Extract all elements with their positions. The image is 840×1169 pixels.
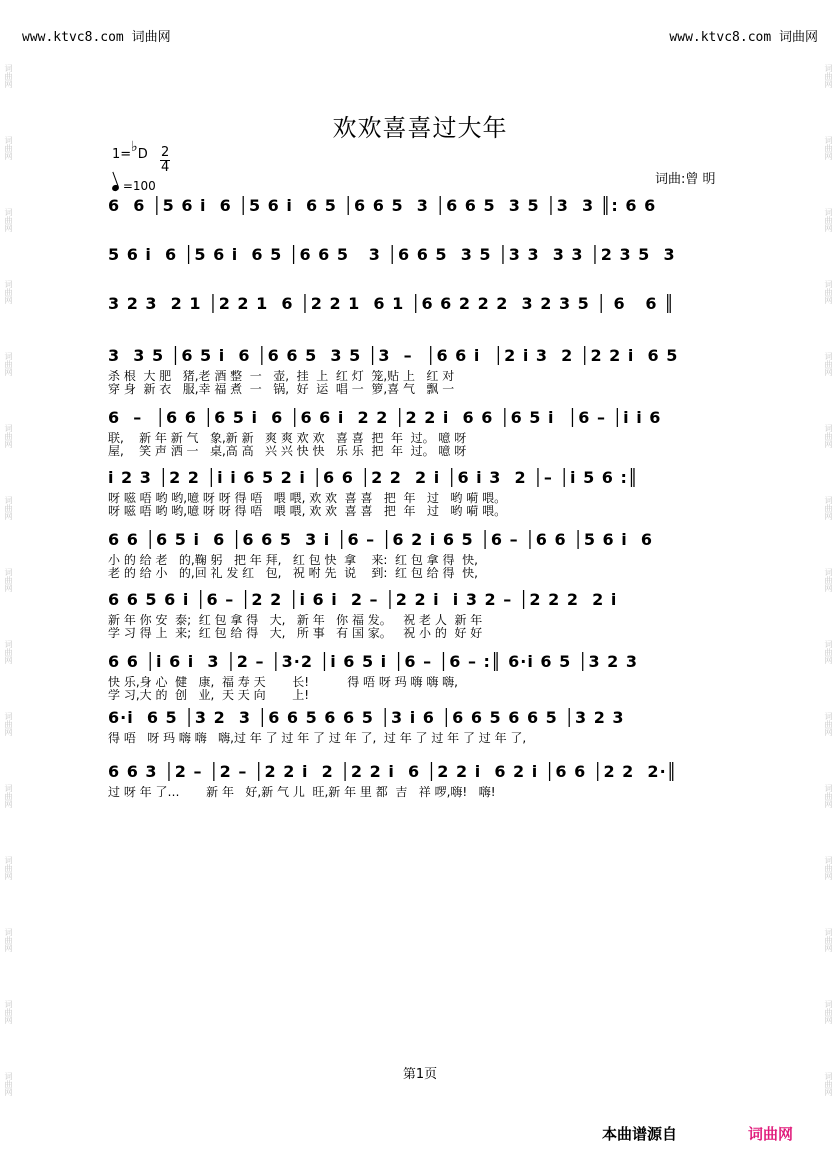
- watermark-text: 词曲网: [824, 856, 833, 880]
- lyric-row: 新 年 你 安 泰; 红 包 拿 得 大, 新 年 你 福 发。 祝 老 人 新 年: [108, 614, 483, 627]
- notation-row: 6 6 3 │2 – │2 – │2 2 i 2 │2 2 i 6 │2 2 i 6 2 i │6 6 │2 2 2·║: [108, 762, 678, 781]
- notation-row: 6·i 6 5 │3 2 3 │6 6 5 6 6 5 │3 i 6 │6 6 5 6 6 5 │3 2 3: [108, 708, 625, 727]
- score-line: [108, 408, 758, 458]
- watermark-text: 词曲网: [824, 712, 833, 736]
- notation-row: 6 – │6 6 │6 5 i 6 │6 6 i 2 2 │2 2 i 6 6 │6 5 i │6 – │i i 6: [108, 408, 662, 427]
- watermark-text: 词曲网: [4, 496, 13, 520]
- watermark-text: 词曲网: [4, 784, 13, 808]
- score-line: [108, 530, 758, 580]
- lyric-row: 联, 新 年 新 气 象,新 新 爽 爽 欢 欢 喜 喜 把 年 过。 噫 呀: [108, 432, 467, 445]
- brand-logo: 词曲网: [748, 1125, 794, 1143]
- watermark-text: 词曲网: [4, 424, 13, 448]
- lyric-row: 呀 嗞 唔 哟 哟,噫 呀 呀 得 唔 喂 喂, 欢 欢 喜 喜 把 年 过 哟 嗬 喂。: [108, 505, 507, 518]
- key-signature: [112, 139, 148, 162]
- flat-icon: ♭: [131, 139, 138, 155]
- lyric-row: 小 的 给 老 的,鞠 躬 把 年 拜, 红 包 快 拿 来: 红 包 拿 得 快,: [108, 554, 478, 567]
- key-prefix: 1=: [112, 147, 132, 162]
- lyric-row: 呀 嗞 唔 哟 哟,噫 呀 呀 得 唔 喂 喂, 欢 欢 喜 喜 把 年 过 哟 嗬 喂。: [108, 492, 507, 505]
- song-title: 欢欢喜喜过大年: [332, 114, 508, 142]
- score-line: [108, 245, 758, 269]
- quarter-note-icon: [111, 184, 120, 192]
- watermark-text: 词曲网: [4, 280, 13, 304]
- lyric-row: 过 呀 年 了… 新 年 好,新 气 儿 旺,新 年 里 都 吉 祥 啰,嗨! 嗨!: [108, 786, 496, 799]
- lyric-row: 得 唔 呀 玛 嗨 嗨 嗨,过 年 了 过 年 了 过 年 了, 过 年 了 过 年 了 过 年 了,: [108, 732, 527, 745]
- key-note: D: [137, 147, 148, 162]
- score-line: [108, 652, 758, 702]
- time-signature: [160, 146, 170, 175]
- watermark-text: 词曲网: [824, 496, 833, 520]
- lyric-row: 屋, 笑 声 洒 一 桌,高 高 兴 兴 快 快 乐 乐 把 年 过。 噫 呀: [108, 445, 467, 458]
- lyric-row: 杀 根 大 肥 猪,老 酒 整 一 壶, 挂 上 红 灯 笼,贴 上 红 对: [108, 370, 455, 383]
- lyric-row: 穿 身 新 衣 服,幸 福 煮 一 锅, 好 运 唱 一 箩,喜 气 飘 一: [108, 383, 455, 396]
- page-number: 第1页: [402, 1067, 438, 1082]
- time-top: 2: [161, 145, 170, 160]
- watermark-text: 词曲网: [824, 64, 833, 88]
- watermark-text: 词曲网: [824, 424, 833, 448]
- notation-row: 6 6 5 6 i │6 – │2 2 │i 6 i 2 – │2 2 i i 3 2 – │2 2 2 2 i: [108, 590, 618, 609]
- lyric-row: 快 乐,身 心 健 康, 福 寿 天 长! 得 唔 呀 玛 嗨 嗨 嗨,: [108, 676, 458, 689]
- notation-row: 3 3 5 │6 5 i 6 │6 6 5 3 5 │3 – │6 6 i │2 i 3 2 │2 2 i 6 5: [108, 346, 679, 365]
- notation-row: 6 6 │5 6 i 6 │5 6 i 6 5 │6 6 5 3 │6 6 5 3 5 │3 3 ║: 6 6: [108, 196, 657, 215]
- side-watermark-right: [823, 40, 837, 1120]
- watermark-text: 词曲网: [4, 568, 13, 592]
- tempo-marking: [112, 179, 156, 193]
- watermark-text: 词曲网: [4, 352, 13, 376]
- watermark-text: 词曲网: [4, 64, 13, 88]
- watermark-text: 词曲网: [824, 784, 833, 808]
- notation-row: i 2 3 │2 2 │i i 6 5 2 i │6 6 │2 2 2 i │6 i 3 2 │– │i 5 6 :║: [108, 468, 639, 487]
- score-line: [108, 590, 758, 640]
- score-line: [108, 762, 758, 799]
- score-line: [108, 346, 758, 396]
- watermark-text: 词曲网: [824, 568, 833, 592]
- time-bottom: 4: [161, 160, 170, 175]
- watermark-text: 词曲网: [824, 640, 833, 664]
- watermark-text: 词曲网: [824, 1072, 833, 1096]
- watermark-text: 词曲网: [824, 136, 833, 160]
- notation-row: 3 2 3 2 1 │2 2 1 6 │2 2 1 6 1 │6 6 2 2 2 3 2 3 5 │ 6 6 ║: [108, 294, 675, 313]
- watermark-text: 词曲网: [4, 136, 13, 160]
- watermark-text: 词曲网: [4, 1072, 13, 1096]
- composer-credit: 词曲:曾 明: [655, 172, 716, 187]
- watermark-text: 词曲网: [824, 1000, 833, 1024]
- watermark-text: 词曲网: [4, 208, 13, 232]
- site-url-left: www.ktvc8.com 词曲网: [22, 30, 171, 45]
- watermark-text: 词曲网: [824, 352, 833, 376]
- site-url-right: www.ktvc8.com 词曲网: [669, 30, 818, 45]
- side-watermark-left: [3, 40, 17, 1120]
- watermark-text: 词曲网: [4, 640, 13, 664]
- tempo-value: =100: [122, 179, 156, 193]
- score-line: [108, 708, 758, 745]
- notation-row: 6 6 │6 5 i 6 │6 6 5 3 i │6 – │6 2 i 6 5 │6 – │6 6 │5 6 i 6: [108, 530, 653, 549]
- watermark-text: 词曲网: [824, 928, 833, 952]
- source-label: 本曲谱源自: [602, 1125, 678, 1143]
- score-line: [108, 196, 758, 220]
- watermark-text: 词曲网: [824, 208, 833, 232]
- watermark-text: 词曲网: [824, 280, 833, 304]
- score-line: [108, 468, 758, 518]
- score-line: [108, 294, 758, 318]
- lyric-row: 老 的 给 小 的,回 礼 发 红 包, 祝 咐 先 说 到: 红 包 给 得 快,: [108, 567, 478, 580]
- watermark-text: 词曲网: [4, 928, 13, 952]
- watermark-text: 词曲网: [4, 1000, 13, 1024]
- notation-row: 6 6 │i 6 i 3 │2 – │3·2 │i 6 5 i │6 – │6 – :║ 6·i 6 5 │3 2 3: [108, 652, 638, 671]
- notation-row: 5 6 i 6 │5 6 i 6 5 │6 6 5 3 │6 6 5 3 5 │3 3 3 3 │2 3 5 3: [108, 245, 676, 264]
- lyric-row: 学 习 得 上 来; 红 包 给 得 大, 所 事 有 国 家。 祝 小 的 好 好: [108, 627, 483, 640]
- watermark-text: 词曲网: [4, 856, 13, 880]
- lyric-row: 学 习,大 的 创 业, 天 天 向 上!: [108, 689, 310, 702]
- watermark-text: 词曲网: [4, 712, 13, 736]
